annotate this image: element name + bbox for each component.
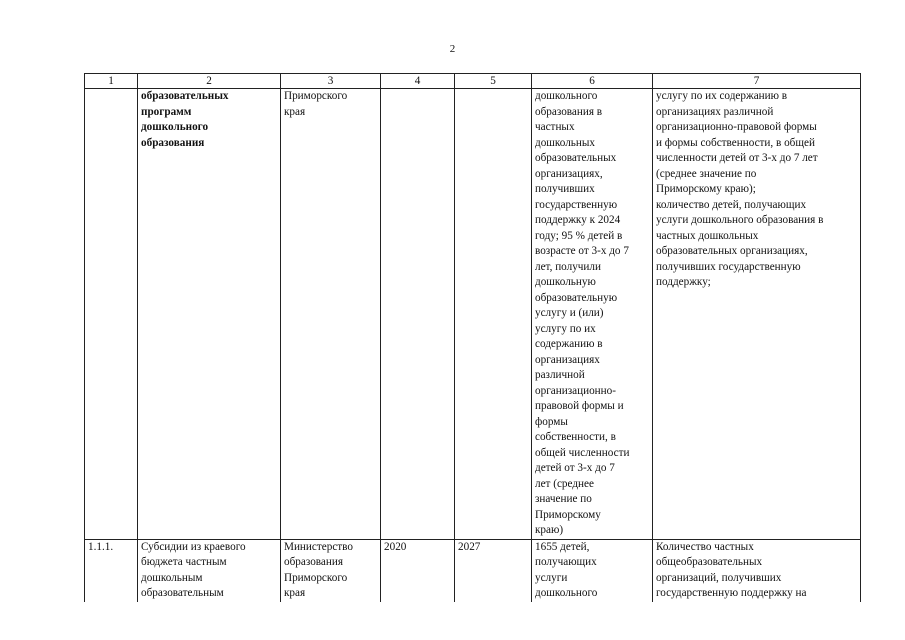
column-number: 4	[381, 74, 455, 89]
expected-result-cell	[532, 89, 653, 540]
column-number: 6	[532, 74, 653, 89]
indicator-cell	[653, 539, 861, 602]
column-number-row	[85, 74, 861, 89]
item-number: 1.1.1.	[88, 540, 114, 553]
column-number: 5	[455, 74, 532, 89]
item-name: образовательных программ дошкольного образования	[141, 90, 229, 149]
column-number: 2	[138, 74, 281, 89]
executor: Приморского края	[284, 90, 348, 118]
end-year: 2027	[458, 540, 481, 553]
item-name-cell	[138, 539, 281, 602]
end-year-cell	[455, 539, 532, 602]
indicator: услугу по их содержанию в организациях различной организационно-правовой формы и формы собственности, в общей численности детей от 3-х до 7 лет (среднее значение по Приморскому краю); количество детей, получающих услуги дошкольного образования в частных дошкольных образовательных организациях, получивших государственную поддержку;	[656, 90, 824, 288]
expected-result: 1655 детей, получающих услуги дошкольного	[535, 540, 598, 599]
column-number: 3	[281, 74, 381, 89]
table-row	[85, 89, 861, 540]
column-number: 7	[653, 74, 861, 89]
item-name-cell	[138, 89, 281, 540]
item-number-cell	[85, 89, 138, 540]
indicator: Количество частных общеобразовательных организаций, получивших государственную поддержку на	[656, 540, 807, 599]
executor-cell	[281, 539, 381, 602]
item-name: Субсидии из краевого бюджета частным дошкольным образовательным	[141, 540, 246, 599]
end-year-cell	[455, 89, 532, 540]
executor: Министерство образования Приморского края	[284, 540, 353, 599]
start-year-cell	[381, 89, 455, 540]
page-number: 2	[449, 43, 456, 55]
indicator-cell	[653, 89, 861, 540]
executor-cell	[281, 89, 381, 540]
expected-result: дошкольного образования в частных дошкольных образовательных организациях, получивших государственную поддержку к 2024 году; 95 % детей в возрасте от 3-х до 7 лет, получили дошкольную образовательную услугу и (или) услугу по их содержанию в организациях различной организационно- правовой формы и формы собственности, в общей численности детей от 3-х до 7 лет (среднее значение по Приморскому краю)	[535, 90, 630, 536]
column-number: 1	[85, 74, 138, 89]
start-year: 2020	[384, 540, 407, 553]
start-year-cell	[381, 539, 455, 602]
item-number-cell	[85, 539, 138, 602]
program-table	[84, 73, 861, 602]
table-row	[85, 539, 861, 602]
expected-result-cell	[532, 539, 653, 602]
